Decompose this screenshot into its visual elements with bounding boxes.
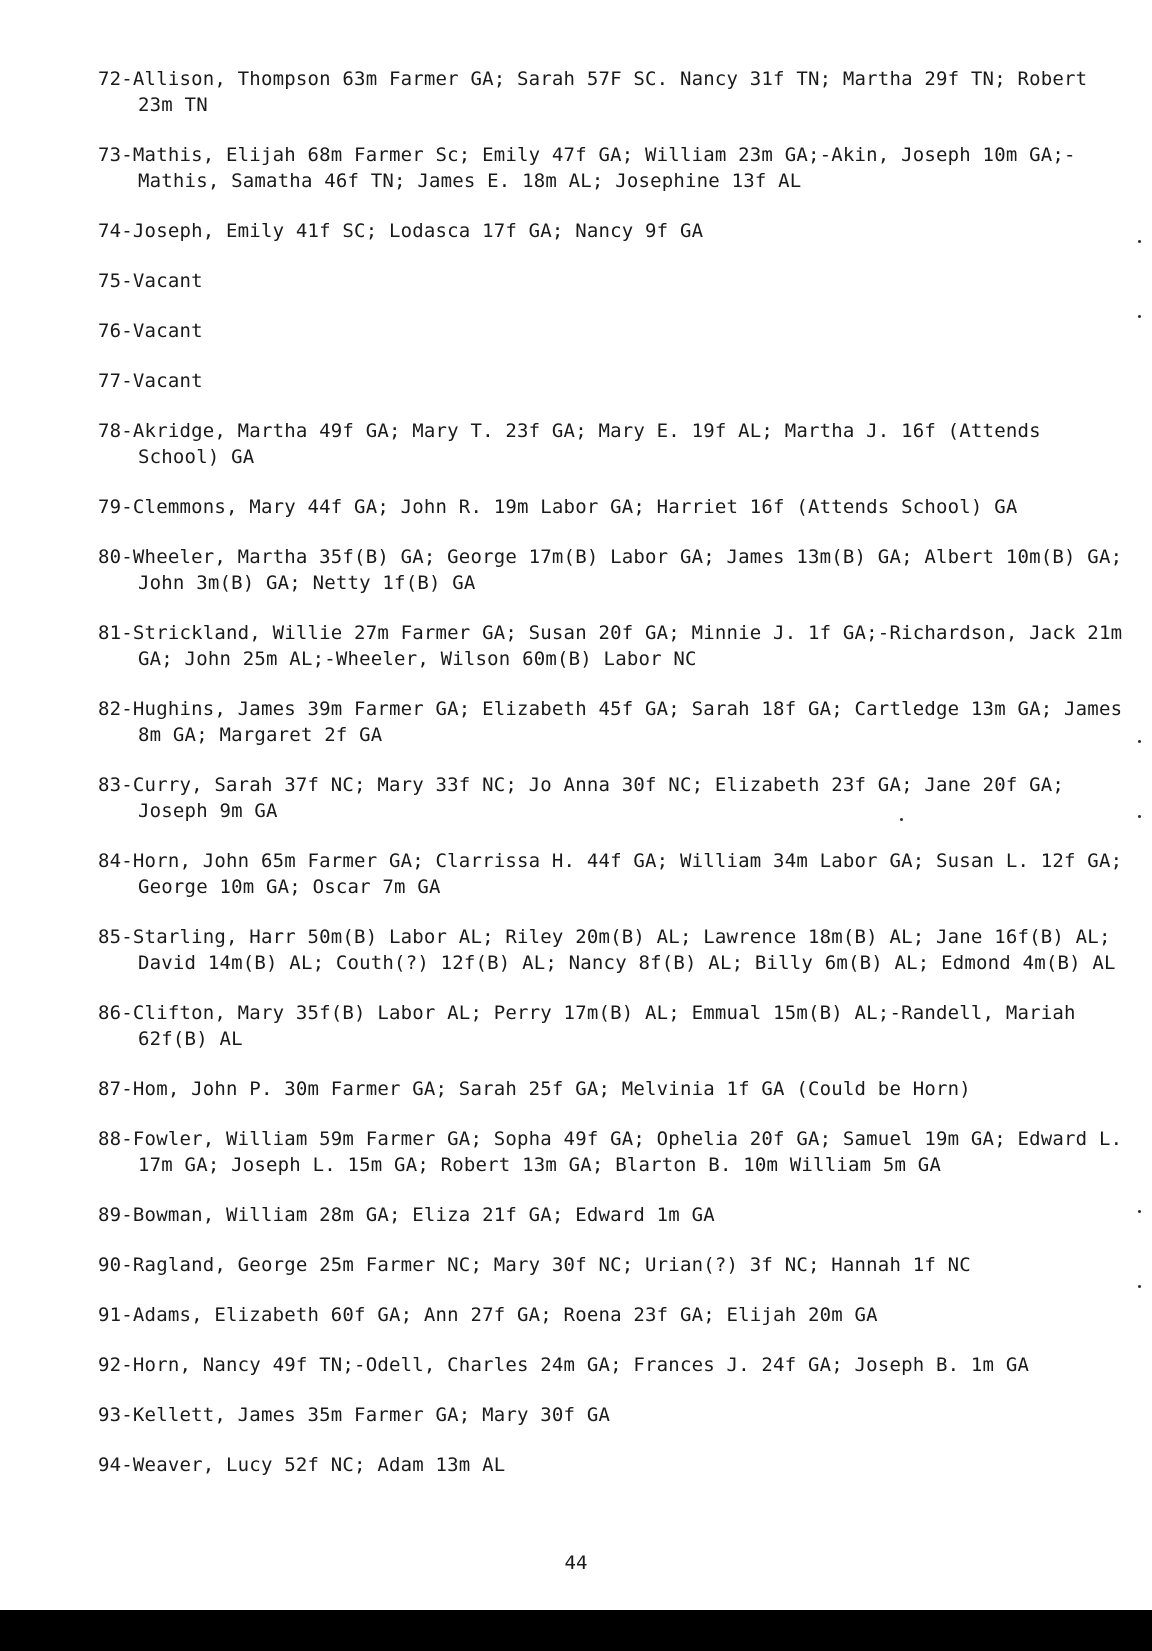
household-entry-72: 72-Allison, Thompson 63m Farmer GA; Sarah 57F SC. Nancy 31f TN; Martha 29f TN; Robert 23m TN [98, 68, 1088, 116]
household-entry-94: 94-Weaver, Lucy 52f NC; Adam 13m AL [98, 1454, 506, 1476]
scan-speck [1138, 815, 1141, 818]
household-entry-86: 86-Clifton, Mary 35f(B) Labor AL; Perry 17m(B) AL; Emmual 15m(B) AL;-Randell, Mariah 62f(B) AL [98, 1002, 1076, 1050]
scan-speck [1138, 315, 1141, 318]
household-entry-84: 84-Horn, John 65m Farmer GA; Clarrissa H. 44f GA; William 34m Labor GA; Susan L. 12f GA; George 10m GA; Oscar 7m GA [98, 850, 1123, 898]
household-entry-79: 79-Clemmons, Mary 44f GA; John R. 19m Labor GA; Harriet 16f (Attends School) GA [98, 496, 1018, 518]
household-entry-77: 77-Vacant [98, 370, 203, 392]
scan-speck [1138, 1285, 1141, 1288]
scan-speck [1138, 1210, 1141, 1213]
scan-speck [900, 818, 903, 821]
household-list [98, 66, 1128, 1502]
household-entry-87: 87-Hom, John P. 30m Farmer GA; Sarah 25f GA; Melvinia 1f GA (Could be Horn) [98, 1078, 971, 1100]
household-entry-81: 81-Strickland, Willie 27m Farmer GA; Susan 20f GA; Minnie J. 1f GA;-Richardson, Jack 21m GA; John 25m AL;-Wheeler, Wilson 60m(B) Labor NC [98, 622, 1123, 670]
household-entry-82: 82-Hughins, James 39m Farmer GA; Elizabeth 45f GA; Sarah 18f GA; Cartledge 13m GA; James 8m GA; Margaret 2f GA [98, 698, 1123, 746]
household-entry-78: 78-Akridge, Martha 49f GA; Mary T. 23f GA; Mary E. 19f AL; Martha J. 16f (Attends School) GA [98, 420, 1041, 468]
page-number: 44 [564, 1552, 588, 1574]
household-entry-75: 75-Vacant [98, 270, 203, 292]
household-entry-80: 80-Wheeler, Martha 35f(B) GA; George 17m(B) Labor GA; James 13m(B) GA; Albert 10m(B) GA; John 3m(B) GA; Netty 1f(B) GA [98, 546, 1123, 594]
household-entry-76: 76-Vacant [98, 320, 203, 342]
scan-bottom-edge [0, 1610, 1152, 1651]
household-entry-90: 90-Ragland, George 25m Farmer NC; Mary 30f NC; Urian(?) 3f NC; Hannah 1f NC [98, 1254, 971, 1276]
household-entry-92: 92-Horn, Nancy 49f TN;-Odell, Charles 24m GA; Frances J. 24f GA; Joseph B. 1m GA [98, 1354, 1030, 1376]
household-entry-83: 83-Curry, Sarah 37f NC; Mary 33f NC; Jo Anna 30f NC; Elizabeth 23f GA; Jane 20f GA; Joseph 9m GA [98, 774, 1065, 822]
household-entry-88: 88-Fowler, William 59m Farmer GA; Sopha 49f GA; Ophelia 20f GA; Samuel 19m GA; Edward L. 17m GA; Joseph L. 15m GA; Robert 13m GA; Blarton B. 10m William 5m GA [98, 1128, 1123, 1176]
household-entry-74: 74-Joseph, Emily 41f SC; Lodasca 17f GA; Nancy 9f GA [98, 220, 704, 242]
household-entry-73: 73-Mathis, Elijah 68m Farmer Sc; Emily 47f GA; William 23m GA;-Akin, Joseph 10m GA;-Mathis, Samatha 46f TN; James E. 18m AL; Josephine 13f AL [98, 144, 1076, 192]
household-entry-93: 93-Kellett, James 35m Farmer GA; Mary 30f GA [98, 1404, 611, 1426]
scan-speck [1138, 740, 1141, 743]
household-entry-89: 89-Bowman, William 28m GA; Eliza 21f GA; Edward 1m GA [98, 1204, 715, 1226]
household-entry-85: 85-Starling, Harr 50m(B) Labor AL; Riley 20m(B) AL; Lawrence 18m(B) AL; Jane 16f(B) AL; David 14m(B) AL; Couth(?) 12f(B) AL; Nancy 8f(B) AL; Billy 6m(B) AL; Edmond 4m(B) AL [98, 926, 1116, 974]
scan-speck [1138, 240, 1141, 243]
household-entry-91: 91-Adams, Elizabeth 60f GA; Ann 27f GA; Roena 23f GA; Elijah 20m GA [98, 1304, 878, 1326]
